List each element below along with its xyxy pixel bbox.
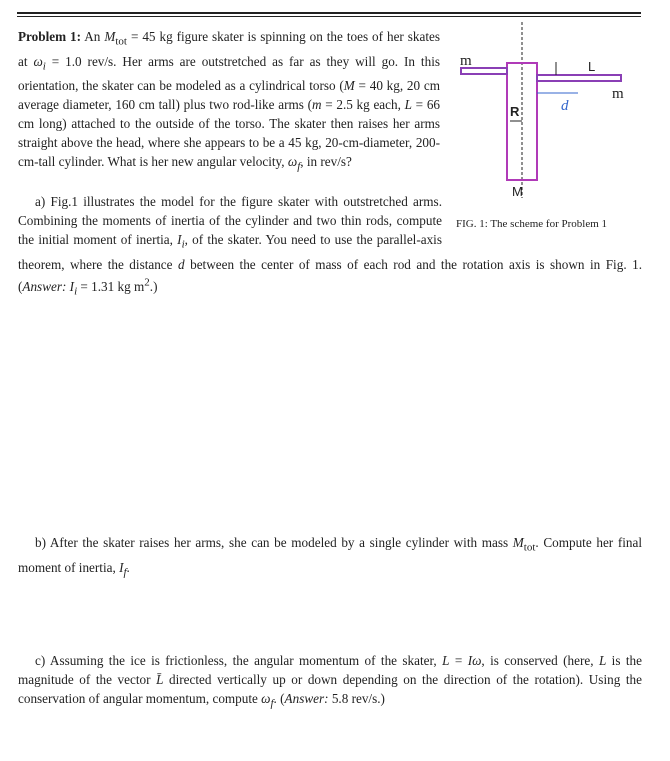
part-b bbox=[18, 533, 642, 582]
top-rule-thick bbox=[17, 12, 641, 14]
problem-heading: Problem 1: bbox=[18, 29, 82, 44]
figure-caption: FIG. 1: The scheme for Problem 1 bbox=[456, 218, 608, 230]
right-arm-rod bbox=[537, 75, 621, 81]
part-a bbox=[18, 192, 642, 302]
problem-intro-text: An $M_{tot} = 45$ kg figure skater is spinning on the toes of her skates at $\omega_i = 1.0$ rev/s. Her arms are outstretched as far as they will go. In this orientation, the skater can be modeled as a cylindrical torso (M = 40 kg, 20 cm average diameter, 160 cm tall) plus two rod-like arms (m = 2.5 kg each, L = 66 cm long) attached to the outside of the torso. The skater then raises her arms straight above the head, where she appears to be a 45 kg, 20-cm-diameter, 200-cm-tall cylinder. What is her new angular velocity, $\omega_f$, in rev/s? bbox=[18, 29, 441, 173]
label-torso-mass: M bbox=[512, 184, 523, 199]
label-distance: d bbox=[561, 98, 569, 114]
part-c bbox=[18, 651, 642, 714]
part-a-text: a) Fig.1 illustrates the model for the figure skater with outstretched arms. Combining the moments of inertia of the cylinder and two thin rods, compute the initial moment of inertia, $I_i$, of the skater. You need to use the parallel-axis theorem, where the distance d between the center of mass of each rod and the rotation axis is shown in Fig. 1. (Answer: $I_i = 1.31$ kg $m^2$.) bbox=[18, 194, 642, 298]
label-radius: R bbox=[510, 104, 520, 119]
label-left-arm-mass: m bbox=[460, 53, 472, 69]
part-c-text: c) Assuming the ice is frictionless, the angular momentum of the skater, L = Iω, is conserved (here, L is the magnitude of the vector L̄ directed vertically up or down depending on the direction of the rotation). Using the conservation of angular momentum, compute $\omega_f$. (Answer: 5.8 rev/s.) bbox=[18, 653, 642, 710]
label-arm-length: L bbox=[588, 59, 596, 74]
label-right-arm-mass: m bbox=[612, 86, 624, 102]
top-rule-thin bbox=[17, 16, 641, 17]
problem-statement bbox=[18, 27, 440, 177]
part-b-text: b) After the skater raises her arms, she can be modeled by a single cylinder with mass $M_{tot}$. Compute her final moment of inertia, $I_f$. bbox=[18, 535, 643, 579]
skater-model-figure bbox=[448, 18, 648, 200]
